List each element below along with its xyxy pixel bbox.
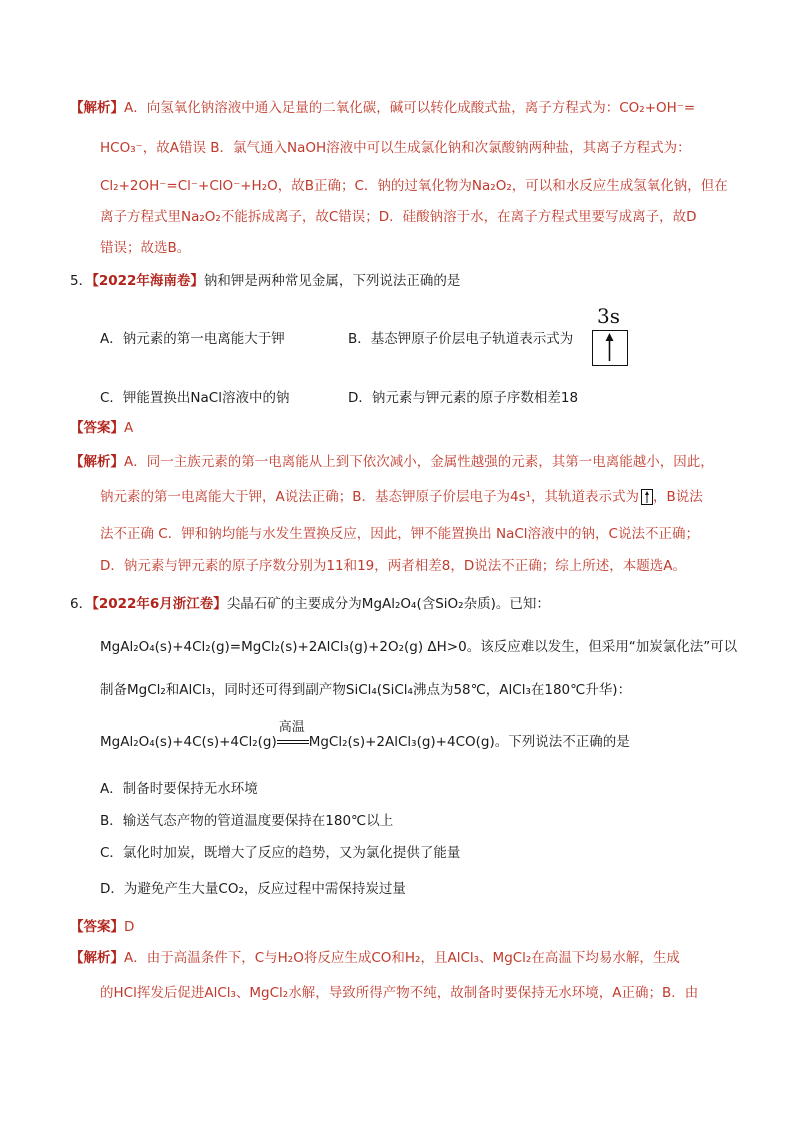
analysis-text: A．同一主族元素的第一电离能从上到下依次减小，金属性越强的元素，其第一电离能越小，因此， bbox=[124, 454, 714, 470]
answer-tag: 【答案】 bbox=[70, 420, 124, 436]
q6-option-b: B．输送气态产物的管道温度要保持在180℃以上 bbox=[100, 813, 394, 829]
q5-option-a: A．钠元素的第一电离能大于钾 bbox=[100, 331, 285, 347]
condition-label: 高温 bbox=[278, 720, 305, 735]
q6-equation-2 bbox=[100, 720, 630, 752]
equation-right: MgCl₂(s)+2AlCl₃(g)+4CO(g)。下列说法不正确的是 bbox=[308, 734, 630, 750]
q6-option-d: D．为避免产生大量CO₂，反应过程中需保持炭过量 bbox=[100, 881, 406, 897]
q6-option-a: A．制备时要保持无水环境 bbox=[100, 781, 258, 797]
answer-value: D bbox=[124, 919, 135, 935]
q6-answer bbox=[70, 917, 134, 937]
q5-option-b: B．基态钾原子价层电子轨道表示式为 bbox=[348, 331, 574, 347]
q6-stem bbox=[70, 594, 550, 614]
question-stem: 尖晶石矿的主要成分为MgAl₂O₄(含SiO₂杂质)。已知： bbox=[226, 596, 550, 612]
question-number: 5． bbox=[70, 273, 93, 289]
analysis-text: A．向氢氧化钠溶液中通入足量的二氧化碳，碱可以转化成酸式盐，离子方程式为：CO₂+OH⁻= bbox=[124, 100, 696, 116]
q4-analysis-line-4: 离子方程式里Na₂O₂不能拆成离子，故C错误；D．硅酸钠溶于水，在离子方程式里要写成离子，故D bbox=[100, 209, 697, 225]
analysis-text: 钠元素的第一电离能大于钾，A说法正确；B．基态钾原子价层电子为4s¹，其轨道表示式为 bbox=[100, 489, 640, 505]
q5-answer bbox=[70, 418, 133, 438]
q4-analysis-line-2: HCO₃⁻，故A错误 B．氯气通入NaOH溶液中可以生成氯化钠和次氯酸钠两种盐，其离子方程式为： bbox=[100, 140, 691, 156]
analysis-tag: 【解析】 bbox=[70, 100, 124, 116]
q6-option-c: C．氯化时加炭，既增大了反应的趋势，又为氯化提供了能量 bbox=[100, 845, 461, 861]
analysis-tag: 【解析】 bbox=[70, 454, 124, 470]
mini-orbital-icon bbox=[641, 489, 653, 505]
analysis-text: ，B说法 bbox=[653, 489, 703, 505]
answer-tag: 【答案】 bbox=[70, 919, 124, 935]
q6-line-2: 制备MgCl₂和AlCl₃，同时还可得到副产物SiCl₄(SiCl₄沸点为58℃，AlCl₃在180℃升华)： bbox=[100, 682, 632, 698]
q5-option-c: C．钾能置换出NaCl溶液中的钠 bbox=[100, 390, 290, 406]
equation-left: MgAl₂O₄(s)+4C(s)+4Cl₂(g) bbox=[100, 734, 277, 750]
q5-analysis-line-2 bbox=[100, 487, 703, 507]
question-source: 【2022年海南卷】 bbox=[92, 273, 204, 289]
orbital-box-icon bbox=[592, 330, 628, 366]
question-stem: 钠和钾是两种常见金属，下列说法正确的是 bbox=[203, 273, 461, 289]
question-source: 【2022年6月浙江卷】 bbox=[92, 596, 227, 612]
q6-analysis-line-2: 的HCl挥发后促进AlCl₃、MgCl₂水解，导致所得产物不纯，故制备时要保持无水环境，A正确；B．由 bbox=[100, 985, 699, 1001]
q4-analysis-line-3: Cl₂+2OH⁻=Cl⁻+ClO⁻+H₂O，故B正确；C．钠的过氧化物为Na₂O₂，可以和水反应生成氢氧化钠，但在 bbox=[100, 178, 728, 194]
question-number: 6． bbox=[70, 596, 93, 612]
q5-option-d: D．钠元素与钾元素的原子序数相差18 bbox=[348, 390, 579, 406]
orbital-label: 3s bbox=[597, 304, 620, 328]
analysis-tag: 【解析】 bbox=[70, 950, 124, 966]
q5-analysis-line-1 bbox=[70, 452, 714, 472]
q4-analysis-line-5: 错误；故选B。 bbox=[100, 240, 191, 256]
q5-analysis-line-3: 法不正确 C．钾和钠均能与水发生置换反应，因此，钾不能置换出 NaCl溶液中的钠，C说法不正确； bbox=[100, 526, 699, 542]
q6-equation-1: MgAl₂O₄(s)+4Cl₂(g)=MgCl₂(s)+2AlCl₃(g)+2O₂(g) ΔH>0。该反应难以发生，但采用“加炭氯化法”可以 bbox=[100, 639, 738, 655]
reaction-condition bbox=[277, 720, 309, 752]
q4-analysis-line-1 bbox=[70, 98, 695, 118]
answer-value: A bbox=[124, 420, 134, 436]
q5-analysis-line-4: D．钠元素与钾元素的原子序数分别为11和19，两者相差8，D说法不正确；综上所述，本题选A。 bbox=[100, 558, 686, 574]
q5-stem bbox=[70, 271, 460, 291]
q6-analysis-line-1 bbox=[70, 948, 680, 968]
analysis-text: A．由于高温条件下，C与H₂O将反应生成CO和H₂，且AlCl₃、MgCl₂在高温下均易水解，生成 bbox=[124, 950, 680, 966]
